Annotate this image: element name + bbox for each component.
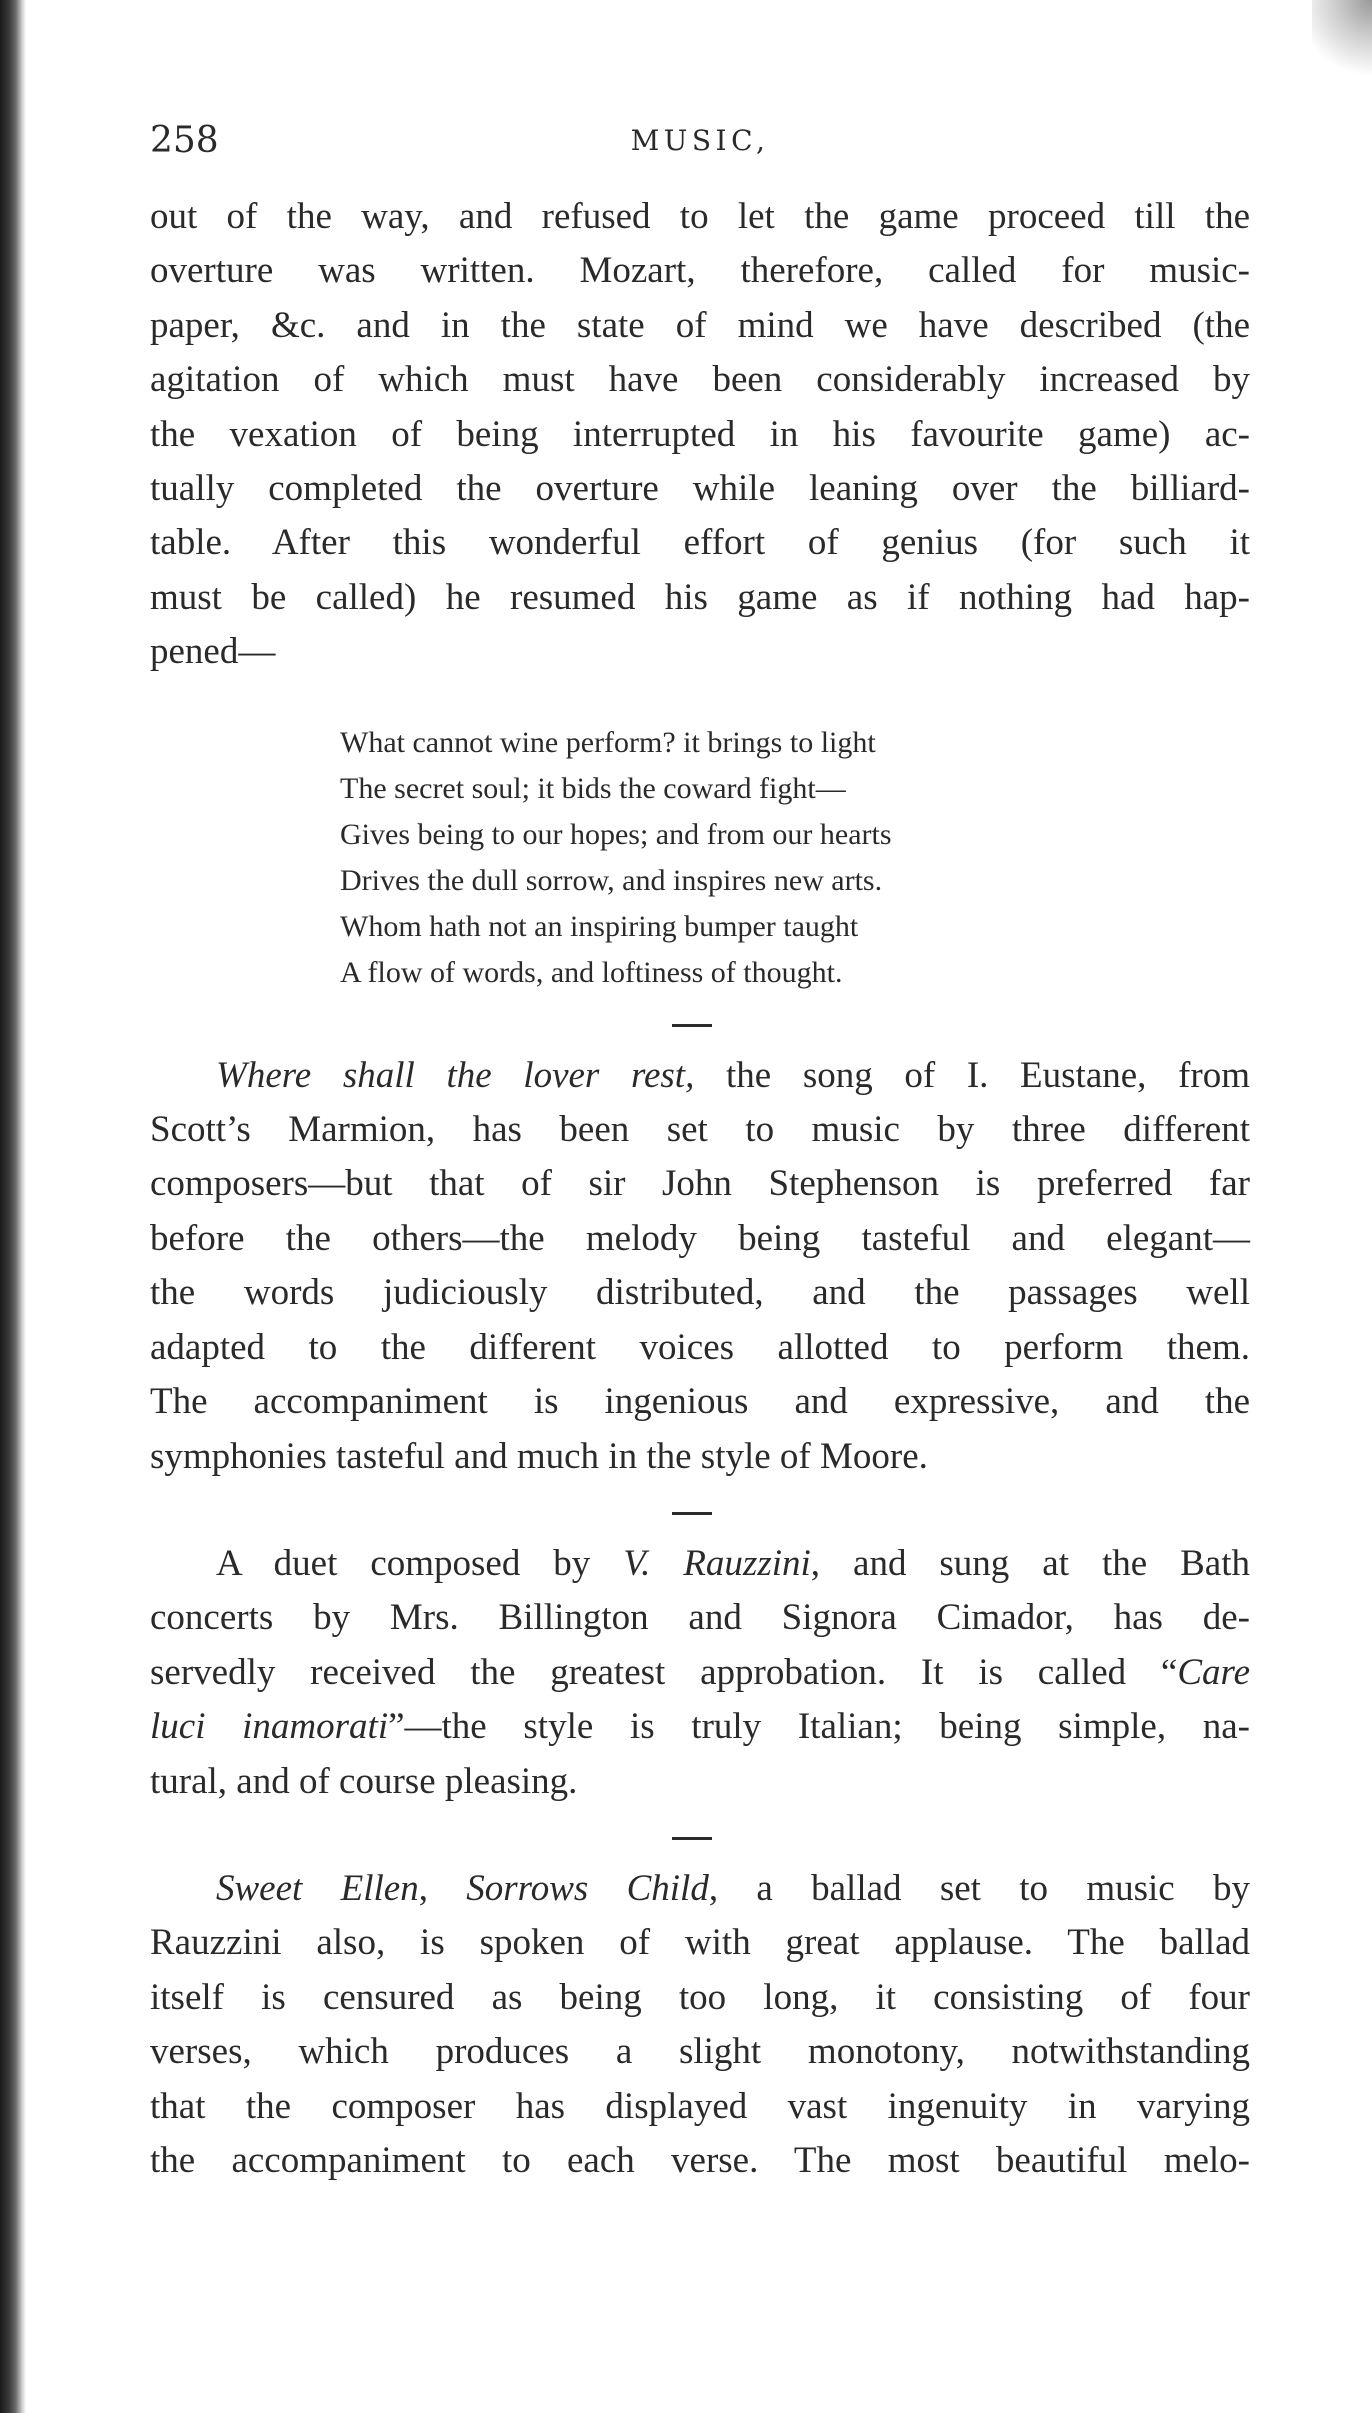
text-line: table. After this wonderful effort of genius (for such it: [150, 522, 1250, 564]
poem-line: Gives being to our hopes; and from our hearts: [340, 817, 892, 851]
poem-line: Whom hath not an inspiring bumper taught: [340, 909, 859, 943]
text-line: tural, and of course pleasing.: [150, 1760, 578, 1802]
text-line: verses, which produces a slight monotony, notwithstanding: [150, 2031, 1250, 2073]
paragraph-duet: [150, 1537, 1250, 1809]
section-divider: [672, 1837, 712, 1840]
song-title: Where shall the lover rest,: [216, 1054, 695, 1096]
page-number: 258: [150, 120, 219, 161]
poem-line: What cannot wine perform? it brings to light: [340, 725, 876, 759]
text-line: the vexation of being interrupted in his favourite game) ac-: [150, 413, 1250, 455]
paragraph-mozart: [150, 190, 1250, 680]
text-line: Scott’s Marmion, has been set to music by three different: [150, 1109, 1250, 1151]
poem-line: Drives the dull sorrow, and inspires new arts.: [340, 863, 883, 897]
poem-line: The secret soul; it bids the coward fight—: [340, 771, 846, 805]
text-line: must be called) he resumed his game as if nothing had hap-: [150, 576, 1250, 618]
text-line: itself is censured as being too long, it consisting of four: [150, 1976, 1250, 2018]
text-line: tually completed the overture while leaning over the billiard-: [150, 468, 1250, 510]
text-fragment: A duet composed by: [216, 1542, 624, 1584]
text-line: out of the way, and refused to let the game proceed till the: [150, 196, 1250, 237]
text-line: Rauzzini also, is spoken of with great applause. The ballad: [150, 1922, 1250, 1964]
text-fragment: servedly received the greatest approbation. It is called “: [150, 1651, 1178, 1693]
text-fragment: , a ballad set to music by: [708, 1867, 1251, 1909]
page-header: [150, 110, 1250, 190]
text-line: symphonies tasteful and much in the style of Moore.: [150, 1435, 928, 1477]
song-title: Sorrows Child: [466, 1867, 709, 1909]
composer-name: V. Rauzzini: [623, 1542, 811, 1584]
text-line: agitation of which must have been considerably increased by: [150, 359, 1250, 401]
text-fragment: ”—the style is truly Italian; being simple, na-: [388, 1706, 1250, 1748]
section-divider: [672, 1024, 712, 1027]
text-fragment: the song of I. Eustane, from: [694, 1054, 1250, 1096]
text-line: paper, &c. and in the state of mind we have described (the: [150, 304, 1250, 346]
text-line: composers—but that of sir John Stephenson is preferred far: [150, 1163, 1250, 1205]
text-line: [150, 1537, 1250, 1591]
song-title: Care: [1177, 1651, 1250, 1693]
text-line: adapted to the different voices allotted to perform them.: [150, 1326, 1250, 1368]
text-line: [150, 1700, 1250, 1754]
text-line: [150, 1862, 1250, 1916]
poem-quotation: [340, 720, 1250, 996]
poem-line: A flow of words, and loftiness of thought.: [340, 955, 843, 989]
section-divider: [672, 1512, 712, 1515]
text-line: the words judiciously distributed, and the passages well: [150, 1272, 1250, 1314]
text-line: concerts by Mrs. Billington and Signora Cimador, has de-: [150, 1597, 1250, 1639]
text-line: The accompaniment is ingenious and expressive, and the: [150, 1381, 1250, 1423]
text-line: before the others—the melody being tasteful and elegant—: [150, 1217, 1250, 1259]
paragraph-lover-rest: [150, 1049, 1250, 1484]
text-line: that the composer has displayed vast ingenuity in varying: [150, 2085, 1250, 2127]
text-line: pened—: [150, 631, 276, 673]
paragraph-sweet-ellen: [150, 1862, 1250, 2188]
page-corner-stain: [1312, 0, 1372, 90]
running-title: MUSIC,: [630, 124, 770, 157]
text-line: [150, 1646, 1250, 1700]
text-line: [150, 1049, 1250, 1103]
book-page: [150, 110, 1250, 2188]
song-title: luci inamorati: [150, 1706, 389, 1748]
text-line: overture was written. Mozart, therefore, called for music-: [150, 250, 1250, 292]
text-line: the accompaniment to each verse. The most beautiful melo-: [150, 2139, 1250, 2181]
text-fragment: ,: [418, 1867, 467, 1909]
song-title: Sweet Ellen: [216, 1867, 419, 1909]
book-spine-shadow: [0, 0, 26, 2413]
text-fragment: , and sung at the Bath: [810, 1542, 1250, 1584]
